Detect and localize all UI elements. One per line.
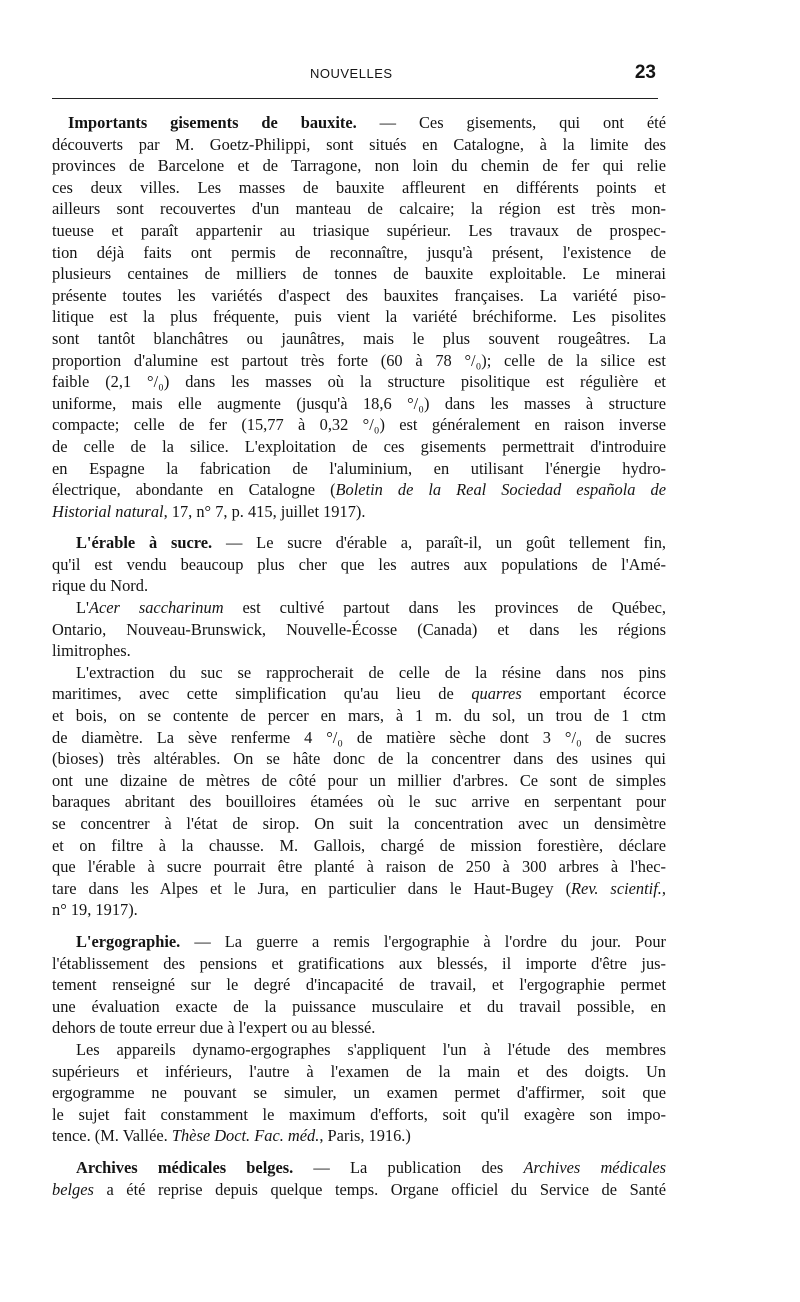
text-run: l'établissement des pensions et gratifications aux blessés, il importe d'être jus-	[52, 953, 666, 973]
text-line	[52, 705, 666, 727]
text-run: limitrophes.	[52, 641, 131, 661]
section-gap	[52, 522, 666, 532]
section-gap	[52, 921, 666, 931]
text-run: supérieurs et inférieurs, l'autre à l'examen de la main et des doigts. Un	[52, 1061, 666, 1081]
text-run: (bioses) très altérables. On se hâte donc de la concentrer dans des usines qui	[52, 749, 666, 769]
text-line	[52, 974, 666, 996]
text-line	[52, 748, 666, 770]
text-line	[52, 306, 666, 328]
text-run: en Espagne la fabrication de l'aluminium, en utilisant l'énergie hydro-	[52, 458, 666, 478]
header-rule	[52, 98, 658, 99]
section-gap	[52, 1147, 666, 1157]
text-line	[52, 328, 666, 350]
text-run: uniforme, mais elle augmente (jusqu'à 18,6 °/₀) dans les masses à structure	[52, 393, 666, 413]
text-run: L'	[76, 598, 89, 618]
text-run: — La guerre a remis l'ergographie à l'ordre du jour. Pour	[180, 931, 666, 951]
text-line	[52, 683, 666, 705]
text-run: sont tantôt blanchâtres ou jaunâtres, mais le plus souvent rougeâtres. La	[52, 328, 666, 348]
text-run: provinces de Barcelone et de Tarragone, non loin du chemin de fer qui relie	[52, 156, 666, 176]
article-section	[52, 931, 666, 1147]
text-line	[52, 112, 666, 134]
text-line	[52, 458, 666, 480]
text-run: faible (2,1 °/₀) dans les masses où la structure pisolitique est régulière et	[52, 372, 666, 392]
text-line	[52, 953, 666, 975]
text-line	[52, 263, 666, 285]
text-run: le sujet fait constamment le maximum d'efforts, soit qu'il exagère son impo-	[52, 1104, 666, 1124]
italic-text: Rev. scientif.	[571, 878, 662, 898]
text-line	[52, 931, 666, 953]
text-line	[52, 242, 666, 264]
italic-text: Historial natural	[52, 501, 164, 521]
text-line	[52, 878, 666, 900]
text-line	[52, 1039, 666, 1061]
text-line	[52, 791, 666, 813]
text-run: ailleurs sont recouvertes d'un manteau de calcaire; la région est très mon-	[52, 199, 666, 219]
text-run: électrique, abondante en Catalogne (	[52, 480, 336, 500]
text-run: découverts par M. Goetz-Philippi, sont situés en Catalogne, à la limite des	[52, 134, 666, 154]
article-section	[52, 112, 666, 522]
text-run: est cultivé partout dans les provinces de Québec,	[223, 598, 666, 618]
text-run: emportant écorce	[521, 684, 666, 704]
text-line	[52, 285, 666, 307]
text-line	[52, 597, 666, 619]
text-run: Les appareils dynamo-ergographes s'appliquent l'un à l'étude des membres	[76, 1039, 666, 1059]
article-section	[52, 1157, 666, 1200]
italic-text: Acer saccharinum	[88, 598, 224, 618]
text-line	[52, 575, 666, 597]
text-run: litique est la plus fréquente, puis vient la variété bréchiforme. Les pisolites	[52, 307, 666, 327]
text-line	[52, 662, 666, 684]
text-run: une évaluation exacte de la puissance musculaire et du travail possible, en	[52, 996, 666, 1016]
text-run: rique du Nord.	[52, 576, 149, 596]
text-run: ont une dizaine de mètres de côté pour un millier d'arbres. Ce sont de simples	[52, 770, 666, 790]
text-run: tement renseigné sur le degré d'incapacité de travail, et l'ergographie permet	[52, 975, 666, 995]
text-run: tence. (M. Vallée.	[52, 1126, 172, 1146]
text-run: ergogramme ne pouvant se simuler, un examen permet d'affirmer, soit que	[52, 1083, 666, 1103]
text-run: — Le sucre d'érable a, paraît-il, un goût tellement fin,	[212, 533, 666, 553]
text-run: maritimes, avec cette simplification qu'au lieu de	[52, 684, 472, 704]
text-line	[52, 899, 666, 921]
text-line	[52, 1157, 666, 1179]
italic-text: Archives médicales	[523, 1157, 666, 1177]
text-run: qu'il est vendu beaucoup plus cher que les autres aux populations de l'Amé-	[52, 554, 666, 574]
text-run: baraques abritant des bouilloires étamées où le suc arrive en serpentant pour	[52, 792, 666, 812]
italic-text: belges	[52, 1179, 94, 1199]
text-run: et bois, on se contente de percer en mars, à 1 m. du sol, un trou de 1 ctm	[52, 706, 666, 726]
text-run: n° 19, 1917).	[52, 900, 138, 920]
italic-text: Boletin de la Real Sociedad española de	[335, 480, 666, 500]
text-line	[52, 177, 666, 199]
text-run: présente toutes les variétés d'aspect des bauxites françaises. La variété piso-	[52, 285, 666, 305]
section-heading: Archives médicales belges.	[76, 1157, 294, 1177]
text-run: a été reprise depuis quelque temps. Organe officiel du Service de Santé	[93, 1179, 666, 1199]
text-line	[52, 1125, 666, 1147]
text-line	[52, 856, 666, 878]
page-header	[52, 62, 658, 90]
text-line	[52, 436, 666, 458]
text-run: , 17, n° 7, p. 415, juillet 1917).	[163, 501, 366, 521]
text-run: tueuse et paraît appartenir au triasique supérieur. Les travaux de prospec-	[52, 220, 666, 240]
text-run: — Ces gisements, qui ont été	[356, 113, 666, 132]
text-line	[52, 220, 666, 242]
text-line	[52, 727, 666, 749]
text-line	[52, 1179, 666, 1201]
text-run: proportion d'alumine est partout très forte (60 à 78 °/₀); celle de la silice est	[52, 350, 666, 370]
text-line	[52, 371, 666, 393]
text-line	[52, 770, 666, 792]
running-head: NOUVELLES	[310, 66, 393, 81]
text-line	[52, 835, 666, 857]
text-line	[52, 619, 666, 641]
text-line	[52, 1104, 666, 1126]
text-run: L'extraction du suc se rapprocherait de celle de la résine dans nos pins	[76, 662, 666, 682]
text-line	[52, 393, 666, 415]
text-line	[52, 1082, 666, 1104]
italic-text: Thèse Doct. Fac. méd.	[171, 1126, 320, 1146]
text-run: que l'érable à sucre pourrait être planté à raison de 250 à 300 arbres à l'hec-	[52, 857, 666, 877]
text-run: Ontario, Nouveau-Brunswick, Nouvelle-Écosse (Canada) et dans les régions	[52, 619, 666, 639]
text-run: se concentrer à l'état de sirop. On suit la concentration avec un densimètre	[52, 814, 666, 833]
section-heading: L'ergographie.	[76, 931, 181, 951]
text-line	[52, 554, 666, 576]
text-run: plusieurs centaines de milliers de tonnes de bauxite exploitable. Le minerai	[52, 264, 666, 284]
text-run: ,	[661, 878, 666, 898]
text-run: de celle de la silice. L'exploitation de ces gisements permettrait d'introduire	[52, 436, 666, 456]
text-run: dehors de toute erreur due à l'expert ou au blessé.	[52, 1018, 376, 1038]
italic-text: quarres	[471, 684, 522, 704]
text-line	[52, 1017, 666, 1039]
text-run: compacte; celle de fer (15,77 à 0,32 °/₀) est généralement en raison inverse	[52, 415, 666, 435]
text-run: ces deux villes. Les masses de bauxite affleurent en différents points et	[52, 177, 666, 197]
text-run: — La publication des	[293, 1157, 524, 1177]
section-heading: Importants gisements de bauxite.	[68, 113, 357, 132]
text-run: tion déjà faits ont permis de reconnaître, jusqu'à présent, l'existence de	[52, 242, 666, 262]
text-line	[52, 479, 666, 501]
text-line	[52, 501, 666, 523]
text-line	[52, 996, 666, 1018]
text-line	[52, 155, 666, 177]
article-body	[52, 112, 666, 1200]
text-line	[52, 414, 666, 436]
page-number: 23	[634, 62, 656, 83]
article-section	[52, 532, 666, 921]
text-line	[52, 1061, 666, 1083]
text-line	[52, 134, 666, 156]
text-run: de diamètre. La sève renferme 4 °/₀ de matière sèche dont 3 °/₀ de sucres	[52, 727, 666, 747]
section-heading: L'érable à sucre.	[76, 533, 213, 553]
text-run: , Paris, 1916.)	[319, 1126, 411, 1146]
text-line	[52, 198, 666, 220]
text-run: tare dans les Alpes et le Jura, en particulier dans le Haut-Bugey (	[52, 878, 572, 898]
text-line	[52, 813, 666, 835]
text-line	[52, 640, 666, 662]
text-line	[52, 532, 666, 554]
text-line	[52, 350, 666, 372]
text-run: et on filtre à la chausse. M. Gallois, chargé de mission forestière, déclare	[52, 835, 666, 855]
